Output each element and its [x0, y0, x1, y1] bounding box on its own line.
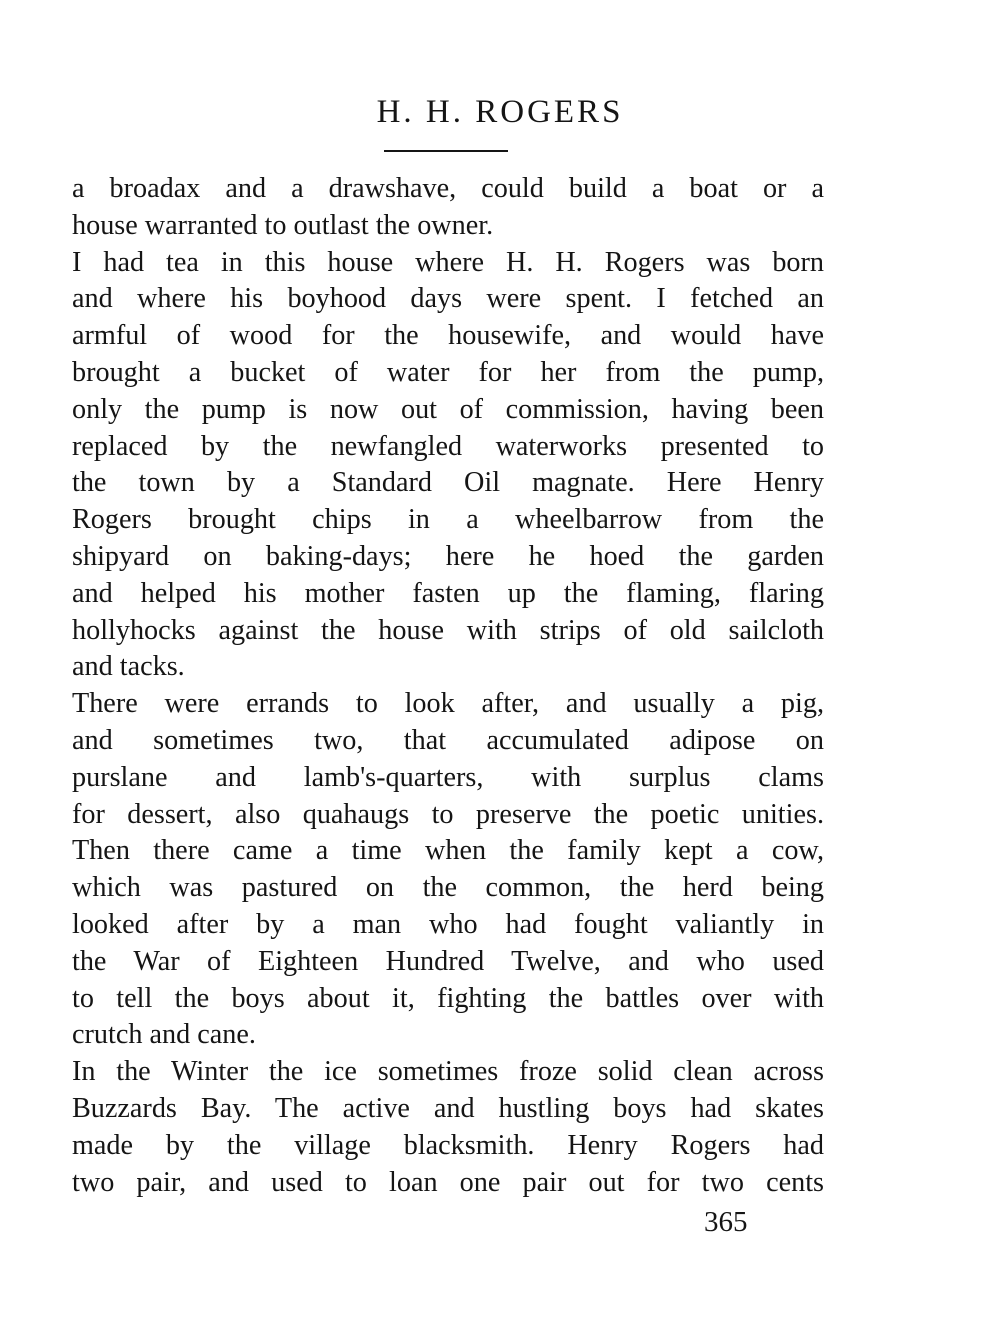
body-text — [72, 171, 824, 1201]
text-line: In the Winter the ice sometimes froze solid clean across — [72, 1056, 824, 1088]
text-line: armful of wood for the housewife, and would have — [72, 320, 824, 352]
page-number: 365 — [704, 1206, 748, 1238]
running-head: H. H. ROGERS — [376, 94, 624, 130]
text-line: and sometimes two, that accumulated adipose on — [72, 724, 824, 756]
text-line: house warranted to outlast the owner. — [72, 209, 494, 241]
text-line: made by the village blacksmith. Henry Rogers had — [72, 1129, 824, 1161]
text-line: hollyhocks against the house with strips of old sailcloth — [72, 614, 824, 646]
text-line: There were errands to look after, and usually a pig, — [72, 688, 824, 720]
header-rule — [384, 150, 508, 152]
text-line: for dessert, also quahaugs to preserve the poetic unities. — [72, 798, 824, 830]
text-line: Buzzards Bay. The active and hustling boys had skates — [72, 1092, 824, 1124]
text-line: brought a bucket of water for her from the pump, — [72, 356, 824, 388]
text-line: replaced by the newfangled waterworks presented to — [72, 430, 824, 462]
text-line: and tacks. — [72, 651, 185, 683]
text-line: only the pump is now out of commission, having been — [72, 393, 824, 425]
text-line: shipyard on baking-days; here he hoed the garden — [72, 540, 824, 572]
text-line: and helped his mother fasten up the flaming, flaring — [72, 577, 824, 609]
text-line: the town by a Standard Oil magnate. Here Henry — [72, 467, 824, 499]
text-line: two pair, and used to loan one pair out for two cents — [72, 1166, 824, 1198]
text-line: crutch and cane. — [72, 1019, 256, 1051]
text-line: to tell the boys about it, fighting the battles over with — [72, 982, 824, 1014]
text-line: which was pastured on the common, the herd being — [72, 872, 824, 904]
text-line: Rogers brought chips in a wheelbarrow from the — [72, 504, 824, 536]
text-line: a broadax and a drawshave, could build a boat or a — [72, 173, 824, 204]
text-line: Then there came a time when the family kept a cow, — [72, 835, 824, 867]
text-line: I had tea in this house where H. H. Rogers was born — [72, 246, 824, 278]
text-line: and where his boyhood days were spent. I fetched an — [72, 283, 824, 315]
text-line: the War of Eighteen Hundred Twelve, and who used — [72, 945, 824, 977]
text-line: looked after by a man who had fought valiantly in — [72, 908, 824, 940]
text-line: purslane and lamb's-quarters, with surplus clams — [72, 761, 824, 793]
